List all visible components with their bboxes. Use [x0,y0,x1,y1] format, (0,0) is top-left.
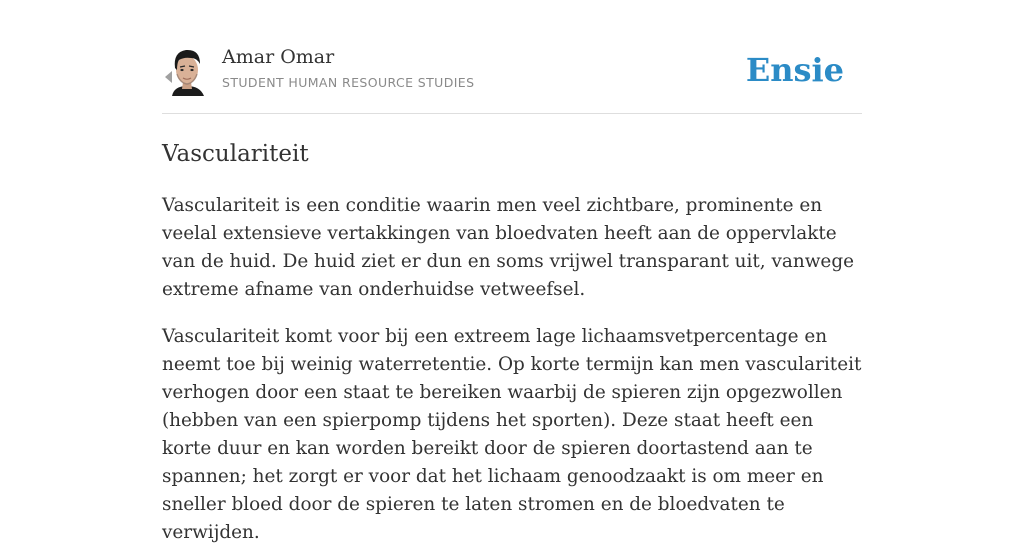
article-paragraph: Vasculariteit is een conditie waarin men veel zichtbare, prominente en veelal extensieve vertakkingen van bloedvaten heeft aan de oppervlakte van de huid. De huid ziet er dun en soms vrijwel transparant uit, vanwege extreme afname van onderhuidse vetweefsel. [162,195,854,300]
author-name[interactable]: Amar Omar [222,46,335,68]
avatar[interactable] [164,46,210,96]
article-paragraph: Vasculariteit komt voor bij een extreem lage lichaamsvetpercentage en neemt toe bij weinig waterretentie. Op korte termijn kan men vasculariteit verhogen door een staat te bereiken waarbij de spieren zijn opgezwollen (hebben van een spierpomp tijdens het sporten). Deze staat heeft een korte duur en kan worden bereikt door de spieren doortastend aan te spannen; het zorgt er voor dat het lichaam genoodzaakt is om meer en sneller bloed door de spieren te laten stromen en de bloedvaten te verwijden. [162,326,862,543]
content-column [162,0,862,547]
author-role: STUDENT HUMAN RESOURCE STUDIES [222,75,475,90]
article-body [162,192,862,547]
brand-logo[interactable]: Ensie [745,51,844,89]
article-title: Vasculariteit [162,141,309,167]
author-bar [162,0,862,114]
user-avatar-icon [164,46,210,96]
